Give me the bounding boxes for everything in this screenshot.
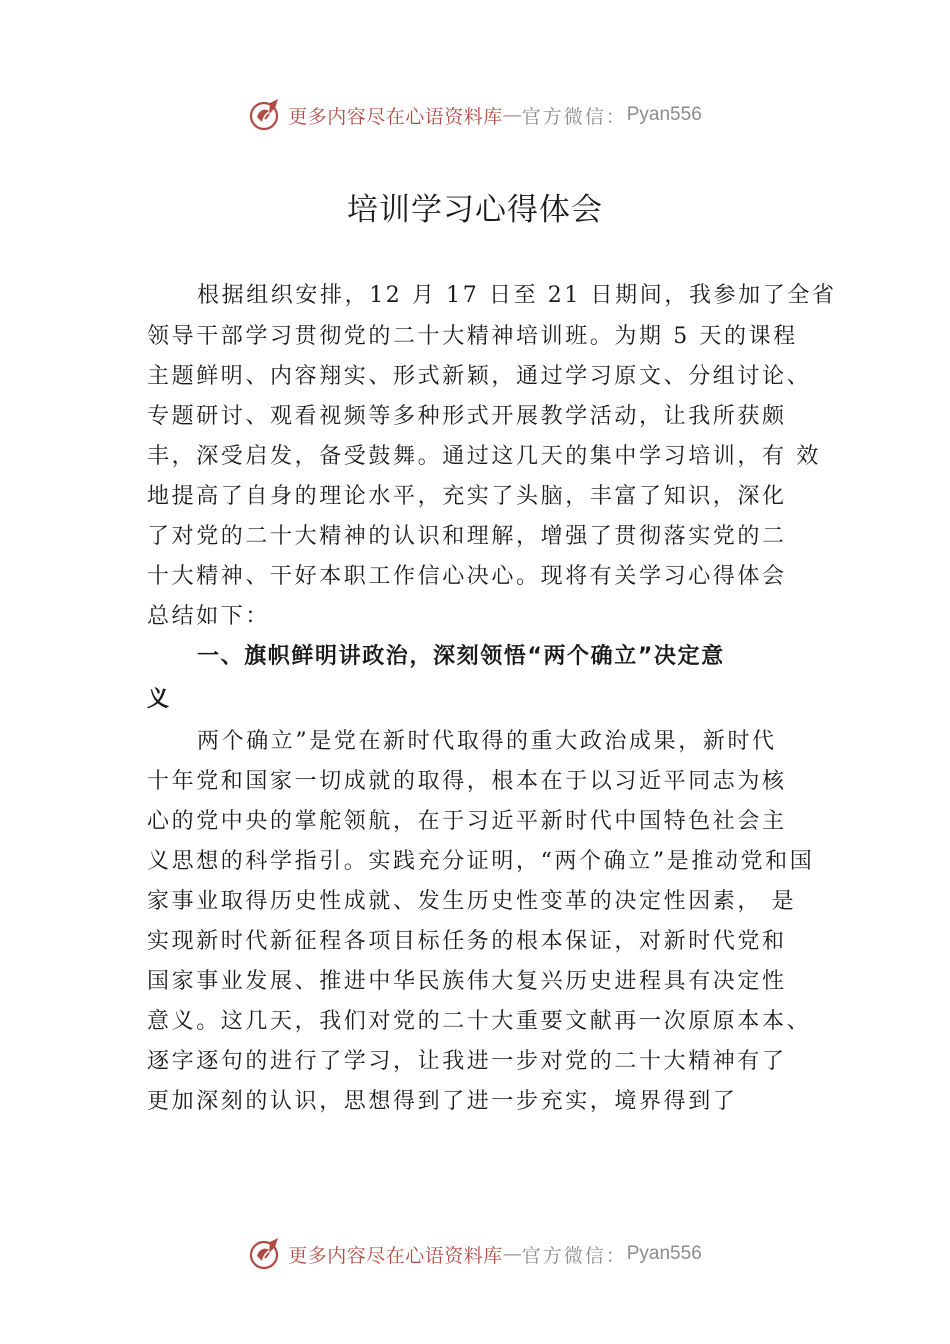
body-line: 意义。这几天，我们对党的二十大重要文献再一次原原本本、 <box>147 1009 812 1034</box>
body-line: 主题鲜明、内容翔实、形式新颖，通过学习原文、分组讨论、 <box>147 364 812 389</box>
document-title: 培训学习心得体会 <box>347 192 603 228</box>
footer-banner <box>0 1234 950 1274</box>
body-line: 更加深刻的认识，思想得到了进一步充实，境界得到了 <box>147 1089 738 1114</box>
body-line: 实现新时代新征程各项目标任务的根本保证，对新时代党和 <box>147 929 787 954</box>
banner-library-text: 更多内容尽在心语资料库 <box>288 1244 503 1267</box>
banner-wechat-id: Pyan556 <box>626 104 702 125</box>
body-line: 地提高了自身的理论水平，充实了头脑，丰富了知识，深化 <box>147 484 787 509</box>
body-line: 两个确立”是党在新时代取得的重大政治成果，新时代 <box>197 729 777 754</box>
brand-logo-icon <box>248 1236 284 1272</box>
banner-wechat-id: Pyan556 <box>626 1243 702 1264</box>
banner-library-text: 更多内容尽在心语资料库 <box>288 105 503 128</box>
body-line: 心的党中央的掌舵领航，在于习近平新时代中国特色社会主 <box>147 809 787 834</box>
banner-wechat-label: 官方微信： <box>521 1244 627 1267</box>
body-line: 国家事业发展、推进中华民族伟大复兴历史进程具有决定性 <box>147 969 787 994</box>
body-line: 义思想的科学指引。实践充分证明，“两个确立”是推动党和国 <box>147 849 815 874</box>
body-line: 逐字逐句的进行了学习，让我进一步对党的二十大精神有了 <box>147 1049 787 1074</box>
body-line: 总结如下： <box>147 604 271 629</box>
banner-dash: — <box>502 1243 522 1265</box>
section-heading-continued: 义 <box>147 687 171 712</box>
body-line: 丰，深受启发，备受鼓舞。通过这几天的集中学习培训，有 效 <box>147 444 821 469</box>
brand-logo-icon <box>248 97 284 133</box>
section-heading: 一、旗帜鲜明讲政治，深刻领悟“两个确立”决定意 <box>197 644 725 669</box>
body-line: 十年党和国家一切成就的取得，根本在于以习近平同志为核 <box>147 769 787 794</box>
banner-wechat-label: 官方微信： <box>521 105 627 128</box>
header-banner <box>0 95 950 135</box>
body-line: 了对党的二十大精神的认识和理解，增强了贯彻落实党的二 <box>147 524 787 549</box>
body-line: 根据组织安排，12 月 17 日至 21 日期间，我参加了全省 <box>197 283 837 308</box>
body-line: 十大精神、干好本职工作信心决心。现将有关学习心得体会 <box>147 564 787 589</box>
body-line: 专题研讨、观看视频等多种形式开展教学活动，让我所获颇 <box>147 404 787 429</box>
body-line: 家事业取得历史性成就、发生历史性变革的决定性因素， 是 <box>147 889 797 914</box>
banner-dash: — <box>502 104 522 126</box>
body-line: 领导干部学习贯彻党的二十大精神培训班。为期 5 天的课程 <box>147 324 798 349</box>
